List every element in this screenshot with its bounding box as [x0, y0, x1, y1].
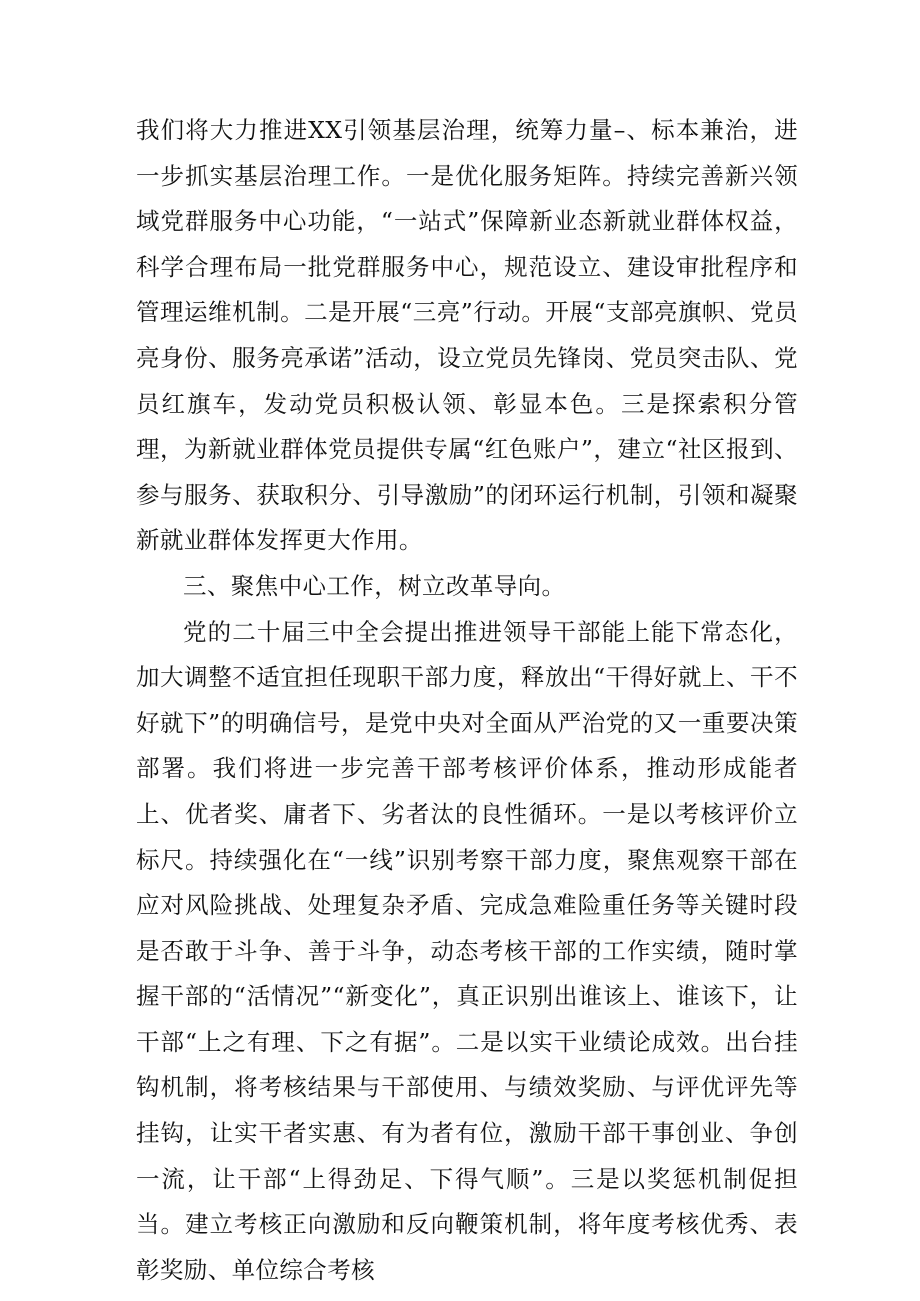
paragraph-cadre-assessment: 党的二十届三中全会提出推进领导干部能上能下常态化，加大调整不适宜担任现职干部力度，释放出“干得好就上、干不好就下”的明确信号，是党中央对全面从严治党的又一重要决策部署。我们将进一步完善干部考核评价体系，推动形成能者上、优者奖、庸者下、劣者汰的良性循环。一是以考核评价立标尺。持续强化在“一线”识别考察干部力度，聚焦观察干部在应对风险挑战、处理复杂矛盾、完成急难险重任务等关键时段是否敢于斗争、善于斗争，动态考核干部的工作实绩，随时掌握干部的“活情况”“新变化”，真正识别出谁该上、谁该下，让干部“上之有理、下之有据”。二是以实干业绩论成效。出台挂钩机制，将考核结果与干部使用、与绩效奖励、与评优评先等挂钩，让实干者实惠、有为者有位，激励干部干事创业、争创一流，让干部“上得劲足、下得气顺”。三是以奖惩机制促担当。建立考核正向激励和反向鞭策机制，将年度考核优秀、表彰奖励、单位综合考核 [136, 617, 798, 1284]
paragraph-grassroots-governance: 我们将大力推进XX引领基层治理，统筹力量–、标本兼治，进一步抓实基层治理工作。一是优化服务矩阵。持续完善新兴领域党群服务中心功能，“一站式”保障新业态新就业群体权益，科学合理布局一批党群服务中心，规范设立、建设审批程序和管理运维机制。二是开展“三亮”行动。开展“支部亮旗帜、党员亮身份、服务亮承诺”活动，设立党员先锋岗、党员突击队、党员红旗车，发动党员积极认领、彰显本色。三是探索积分管理，为新就业群体党员提供专属“红色账户”，建立“社区报到、参与服务、获取积分、引导激励”的闭环运行机制，引领和凝聚新就业群体发挥更大作用。 [136, 116, 798, 555]
document-body [136, 108, 798, 1293]
section-heading-three: 三、聚焦中心工作，树立改革导向。 [183, 571, 566, 600]
